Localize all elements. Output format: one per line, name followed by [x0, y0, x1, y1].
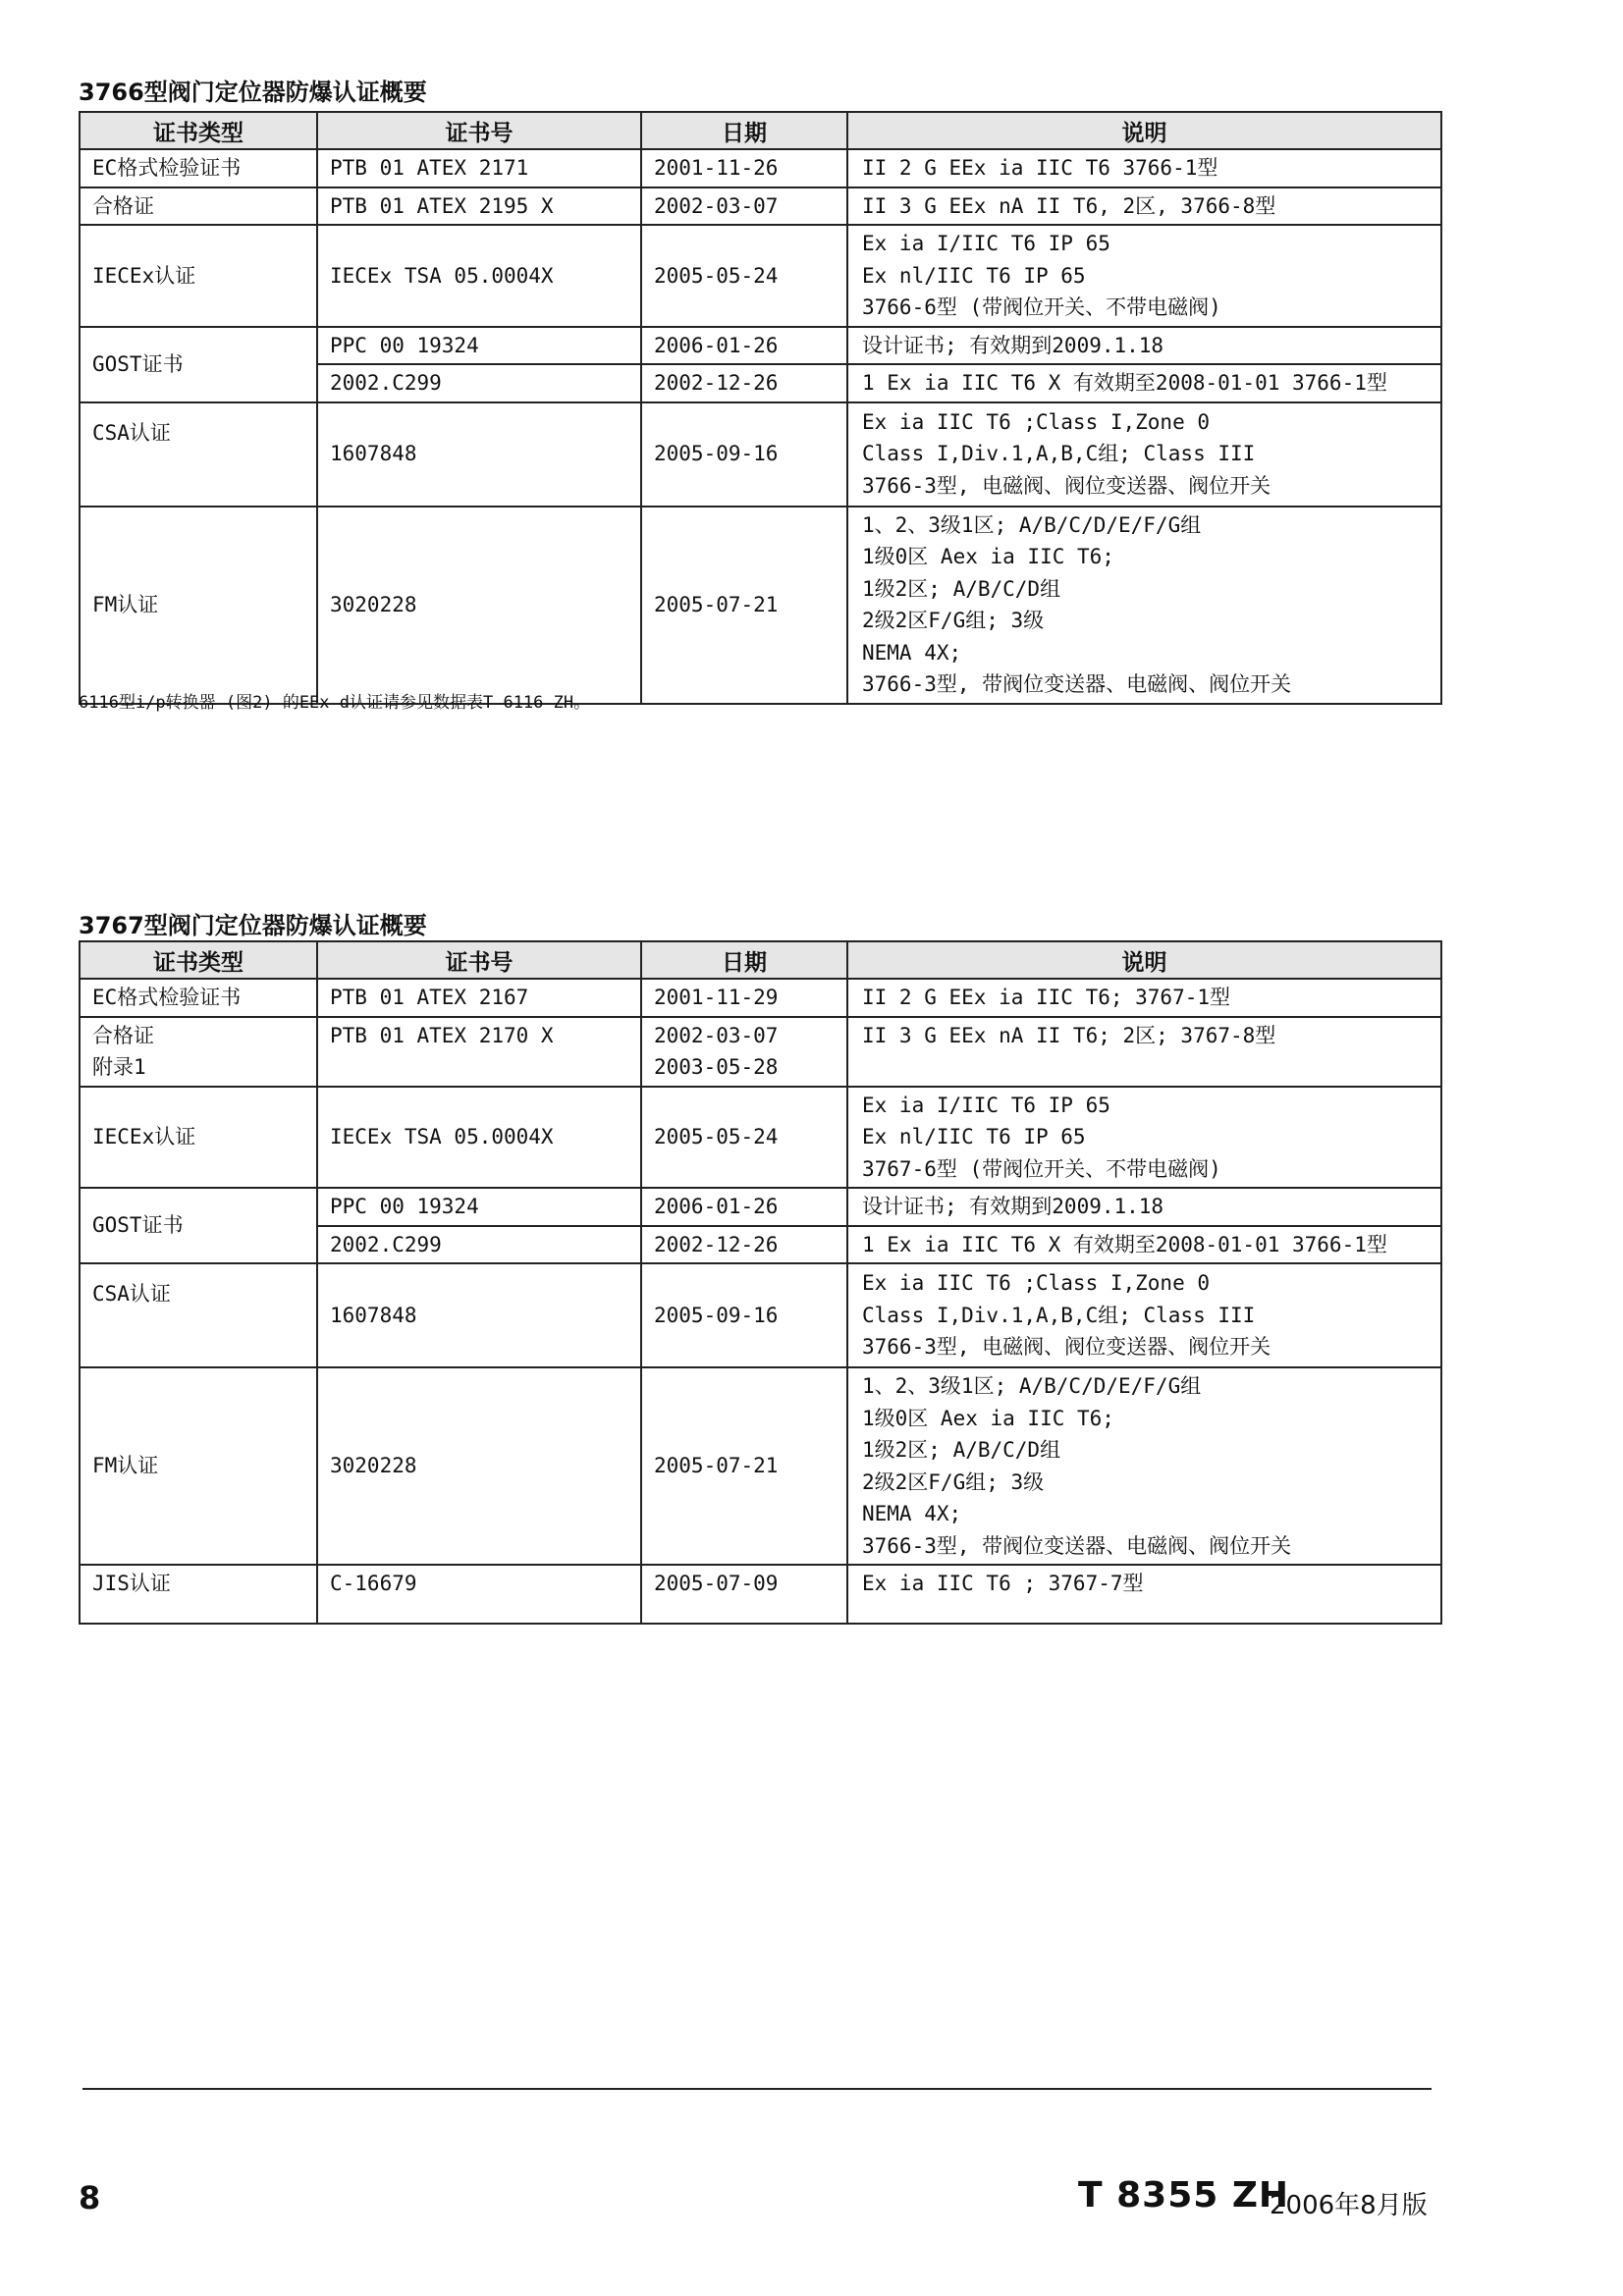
cert-description	[847, 187, 1441, 226]
desc-line: 合格证	[92, 1023, 154, 1047]
header-date: 日期	[641, 941, 847, 979]
cert-type: IECEx认证	[80, 1087, 317, 1189]
document-id: T 8355 ZH	[1078, 2175, 1290, 2216]
cert-description: 1 Ex ia IIC T6 X 有效期至2008-01-01 3766-1型	[847, 1226, 1441, 1264]
cert-type: GOST证书	[80, 327, 317, 402]
cert-description	[847, 1565, 1441, 1624]
desc-line: 2级2区F/G组; 3级	[862, 1469, 1045, 1494]
table2	[79, 940, 1442, 1625]
cert-date: 2001-11-26	[641, 149, 847, 187]
table-row	[80, 507, 1441, 704]
cert-date: 2002-12-26	[641, 364, 847, 402]
table-row	[80, 402, 1441, 507]
desc-line: NEMA 4X;	[862, 1502, 962, 1525]
table-row	[80, 1017, 1441, 1087]
cert-date: 2005-07-09	[641, 1565, 847, 1624]
table-row	[80, 979, 1441, 1017]
cert-number: PPC 00 19324	[317, 327, 641, 365]
desc-line: 3767-6型 (带阀位开关、不带电磁阀)	[862, 1156, 1221, 1181]
cert-type: JIS认证	[80, 1565, 317, 1624]
desc-line: 1、2、3级1区; A/B/C/D/E/F/G组	[862, 1374, 1202, 1398]
desc-line: 1、2、3级1区; A/B/C/D/E/F/G组	[862, 512, 1202, 537]
header-cert-number: 证书号	[317, 112, 641, 149]
table-row	[80, 1565, 1441, 1624]
desc-line: 1级2区; A/B/C/D组	[862, 576, 1061, 601]
cert-date: 2005-05-24	[641, 225, 847, 327]
desc-line: Ex ia I/IIC T6 IP 65	[862, 232, 1110, 255]
cert-number: 3020228	[317, 1367, 641, 1565]
table-row	[80, 1087, 1441, 1189]
cert-type: IECEx认证	[80, 225, 317, 327]
table1-header-row	[80, 112, 1441, 149]
table-row	[80, 187, 1441, 226]
cert-number: C-16679	[317, 1565, 641, 1624]
cert-date: 2002-03-07	[641, 187, 847, 226]
cert-date: 2005-09-16	[641, 402, 847, 507]
footer-divider	[82, 2088, 1432, 2090]
cert-description	[847, 507, 1441, 704]
header-description: 说明	[847, 941, 1441, 979]
desc-line: 2003-05-28	[654, 1055, 779, 1079]
cert-type: CSA认证	[80, 402, 317, 507]
table1-title: 3766型阀门定位器防爆认证概要	[79, 79, 427, 106]
desc-line: 3766-3型, 带阀位变送器、电磁阀、阀位开关	[862, 672, 1292, 696]
cert-number: 2002.C299	[317, 364, 641, 402]
desc-line: 3766-6型 (带阀位开关、不带电磁阀)	[862, 295, 1221, 319]
cert-date: 2005-05-24	[641, 1087, 847, 1189]
desc-line: Ex nl/IIC T6 IP 65	[862, 263, 1086, 288]
cert-number: PPC 00 19324	[317, 1188, 641, 1226]
cert-type: GOST证书	[80, 1188, 317, 1263]
cert-description	[847, 1017, 1441, 1087]
cert-number: PTB 01 ATEX 2195 X	[317, 187, 641, 226]
table1-footnote: 6116型i/p转换器 (图2) 的EEx d认证请参见数据表T 6116 ZH。	[79, 693, 591, 713]
cert-type: EC格式检验证书	[80, 979, 317, 1017]
cert-date: 2001-11-29	[641, 979, 847, 1017]
desc-line: 3766-3型, 电磁阀、阀位变送器、阀位开关	[862, 473, 1271, 498]
cert-description	[847, 1087, 1441, 1189]
cert-date: 2006-01-26	[641, 1188, 847, 1226]
header-cert-number: 证书号	[317, 941, 641, 979]
cert-description	[847, 1263, 1441, 1367]
table-row	[80, 327, 1441, 365]
cert-number: 1607848	[317, 402, 641, 507]
desc-line: 3766-3型, 带阀位变送器、电磁阀、阀位开关	[862, 1533, 1292, 1558]
desc-line: Class I,Div.1,A,B,C组; Class III	[862, 442, 1256, 466]
header-cert-type: 证书类型	[80, 941, 317, 979]
cert-description	[847, 225, 1441, 327]
table-row	[80, 149, 1441, 187]
desc-line: II 2 G EEx ia IIC T6 3766-1型	[862, 156, 1218, 180]
cert-type: EC格式检验证书	[80, 149, 317, 187]
desc-line: 1级0区 Aex ia IIC T6;	[862, 1406, 1114, 1430]
desc-line: Ex ia I/IIC T6 IP 65	[862, 1093, 1110, 1117]
cert-date: 2005-07-21	[641, 507, 847, 704]
cert-date: 2002-12-26	[641, 1226, 847, 1264]
cert-type: 合格证	[80, 187, 317, 226]
cert-number: 1607848	[317, 1263, 641, 1367]
desc-line: 1级2区; A/B/C/D组	[862, 1438, 1061, 1462]
cert-number: IECEx TSA 05.0004X	[317, 225, 641, 327]
desc-line: Ex ia IIC T6 ;Class I,Zone 0	[862, 1271, 1211, 1296]
cert-type	[80, 1017, 317, 1087]
desc-line: NEMA 4X;	[862, 640, 962, 665]
table2-header-row	[80, 941, 1441, 979]
cert-number: PTB 01 ATEX 2171	[317, 149, 641, 187]
desc-line: II 3 G EEx nA II T6; 2区; 3767-8型	[862, 1023, 1276, 1047]
cert-description: 设计证书; 有效期到2009.1.18	[847, 1188, 1441, 1226]
desc-line: Class I,Div.1,A,B,C组; Class III	[862, 1303, 1256, 1327]
header-description: 说明	[847, 112, 1441, 149]
header-cert-type: 证书类型	[80, 112, 317, 149]
cert-date: 2005-07-21	[641, 1367, 847, 1565]
cert-description: 1 Ex ia IIC T6 X 有效期至2008-01-01 3766-1型	[847, 364, 1441, 402]
cert-number: IECEx TSA 05.0004X	[317, 1087, 641, 1189]
header-date: 日期	[641, 112, 847, 149]
page-number: 8	[79, 2179, 101, 2216]
edition-date: 2006年8月版	[1270, 2191, 1428, 2220]
desc-line: II 2 G EEx ia IIC T6; 3767-1型	[862, 986, 1231, 1009]
table-row	[80, 1367, 1441, 1565]
table-row	[80, 1263, 1441, 1367]
desc-line: Ex ia IIC T6 ;Class I,Zone 0	[862, 409, 1211, 434]
desc-line: 3766-3型, 电磁阀、阀位变送器、阀位开关	[862, 1335, 1271, 1360]
table2-title: 3767型阀门定位器防爆认证概要	[79, 912, 427, 939]
desc-line: 附录1	[92, 1055, 146, 1079]
cert-description	[847, 1367, 1441, 1565]
desc-line: II 3 G EEx nA II T6, 2区, 3766-8型	[862, 193, 1276, 218]
cert-date: 2005-09-16	[641, 1263, 847, 1367]
cert-description: 设计证书; 有效期到2009.1.18	[847, 327, 1441, 365]
cert-number: 3020228	[317, 507, 641, 704]
cert-description	[847, 149, 1441, 187]
desc-line: Ex ia IIC T6 ; 3767-7型	[862, 1572, 1144, 1595]
desc-line: Ex nl/IIC T6 IP 65	[862, 1125, 1086, 1148]
cert-date: 2006-01-26	[641, 327, 847, 365]
cert-description	[847, 402, 1441, 507]
table-row	[80, 1188, 1441, 1226]
table1	[79, 111, 1442, 705]
cert-type: FM认证	[80, 507, 317, 704]
cert-type: CSA认证	[80, 1263, 317, 1367]
cert-description	[847, 979, 1441, 1017]
cert-number: PTB 01 ATEX 2167	[317, 979, 641, 1017]
desc-line: 2级2区F/G组; 3级	[862, 609, 1045, 632]
cert-type: FM认证	[80, 1367, 317, 1565]
cert-number: PTB 01 ATEX 2170 X	[317, 1017, 641, 1087]
cert-number: 2002.C299	[317, 1226, 641, 1264]
desc-line: 2002-03-07	[654, 1023, 779, 1047]
table-row	[80, 225, 1441, 327]
cert-date	[641, 1017, 847, 1087]
desc-line: 1级0区 Aex ia IIC T6;	[862, 545, 1114, 568]
